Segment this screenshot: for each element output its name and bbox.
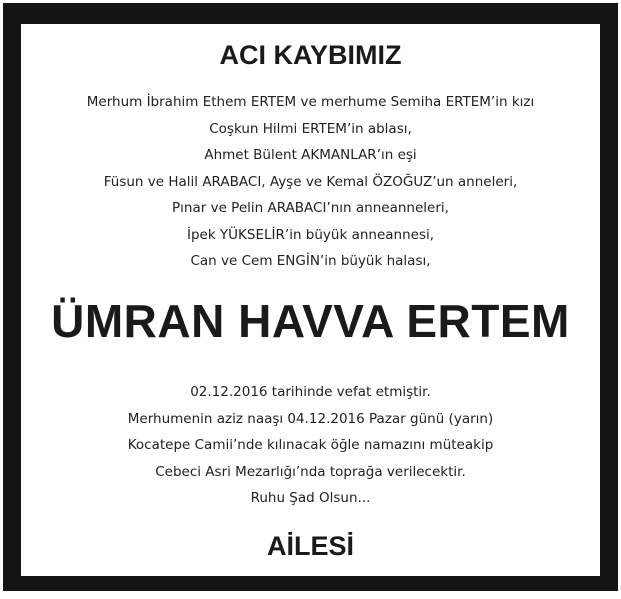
notice-panel bbox=[21, 24, 600, 576]
detail-line: Kocatepe Camii’nde kılınacak öğle namazını müteakip bbox=[127, 437, 494, 453]
deceased-name: ÜMRAN HAVVA ERTEM bbox=[51, 295, 570, 347]
intro-line: Füsun ve Halil ARABACI, Ayşe ve Kemal ÖZOĞUZ’un anneleri, bbox=[103, 173, 518, 190]
detail-line: Merhumenin aziz naaşı 04.12.2016 Pazar günü (yarın) bbox=[127, 410, 494, 427]
notice-header: ACI KAYBIMIZ bbox=[219, 40, 402, 70]
detail-line: 02.12.2016 tarihinde vefat etmiştir. bbox=[190, 384, 431, 400]
notice-border bbox=[3, 3, 618, 591]
intro-line: Can ve Cem ENGİN’in büyük halası, bbox=[190, 253, 431, 269]
intro-text bbox=[21, 89, 600, 275]
intro-line: Pınar ve Pelin ARABACI’nın anneanneleri, bbox=[172, 200, 449, 216]
family-signature: AİLESİ bbox=[266, 531, 354, 561]
detail-line: Cebeci Asri Mezarlığı’nda toprağa verilecektir. bbox=[155, 463, 466, 480]
detail-line: Ruhu Şad Olsun... bbox=[250, 490, 371, 506]
intro-line: Ahmet Bülent AKMANLAR’ın eşi bbox=[204, 147, 417, 163]
intro-line: Coşkun Hilmi ERTEM’in ablası, bbox=[209, 120, 412, 137]
intro-line: İpek YÜKSELİR’in büyük anneannesi, bbox=[186, 226, 435, 243]
detail-text bbox=[21, 379, 600, 512]
intro-line: Merhum İbrahim Ethem ERTEM ve merhume Semiha ERTEM’in kızı bbox=[86, 94, 535, 110]
